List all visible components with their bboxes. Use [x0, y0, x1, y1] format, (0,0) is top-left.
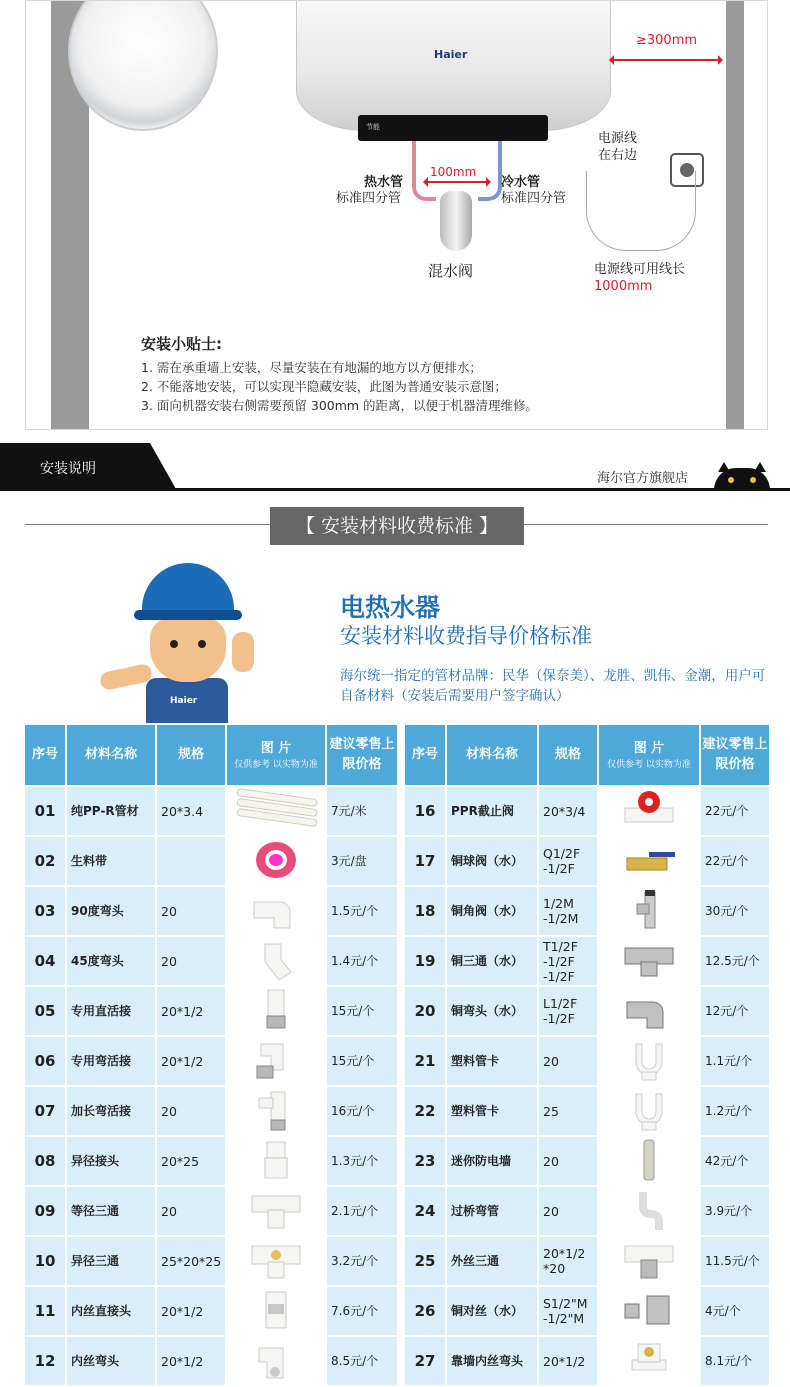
material-price: 1.5元/个 — [326, 886, 398, 936]
material-name: 等径三通 — [66, 1186, 156, 1236]
table-row — [404, 1236, 770, 1286]
material-name: 塑料管卡 — [446, 1036, 538, 1086]
material-image — [226, 986, 326, 1036]
table-row — [24, 986, 398, 1036]
material-price: 15元/个 — [326, 1036, 398, 1086]
material-name: 异径接头 — [66, 1136, 156, 1186]
anti-shock-icon — [599, 1138, 699, 1185]
material-spec: S1/2"M -1/2"M — [538, 1286, 598, 1336]
row-number: 22 — [404, 1086, 446, 1136]
material-image — [598, 1136, 700, 1186]
material-image — [598, 836, 700, 886]
ball-valve-icon — [599, 838, 699, 885]
material-name: 铜球阀（水） — [446, 836, 538, 886]
panel-label: 节能 — [366, 123, 380, 131]
pipe-distance-arrow — [424, 181, 490, 183]
row-number: 04 — [24, 936, 66, 986]
hot-pipe-label: 热水管 — [364, 175, 404, 190]
material-name: 异径三通 — [66, 1236, 156, 1286]
tee-icon — [227, 1188, 325, 1235]
hot-pipe-spec: 标准四分管 — [336, 191, 402, 206]
tip-item: 2. 不能落地安装，可以实现半隐藏安装，此图为普通安装示意图； — [141, 379, 507, 394]
pipe-distance-label: 100mm — [430, 165, 477, 179]
pipe-icon — [227, 788, 325, 835]
table-row — [24, 786, 398, 836]
cable-length-label: 电源线可用线长 — [594, 262, 686, 277]
material-image — [598, 1086, 700, 1136]
row-number: 25 — [404, 1236, 446, 1286]
material-spec: 20*1/2 — [156, 1336, 226, 1386]
material-name: 靠墙内丝弯头 — [446, 1336, 538, 1386]
table-row — [24, 836, 398, 886]
table-row — [404, 1136, 770, 1186]
material-image — [226, 1286, 326, 1336]
female-elbow-icon — [227, 1338, 325, 1385]
row-number: 08 — [24, 1136, 66, 1186]
tip-item: 1. 需在承重墙上安装，尽量安装在有地漏的地方以方便排水； — [141, 360, 482, 375]
material-price: 42元/个 — [700, 1136, 770, 1186]
table-row — [24, 1336, 398, 1386]
cold-pipe-line — [478, 141, 502, 201]
material-name: 迷你防电墙 — [446, 1136, 538, 1186]
material-spec: 20*3.4 — [156, 786, 226, 836]
material-image — [226, 936, 326, 986]
header-spec: 规格 — [538, 724, 598, 786]
material-name: 内丝弯头 — [66, 1336, 156, 1386]
material-name: 外丝三通 — [446, 1236, 538, 1286]
material-price: 3.9元/个 — [700, 1186, 770, 1236]
row-number: 07 — [24, 1086, 66, 1136]
material-image — [598, 886, 700, 936]
material-image — [598, 1186, 700, 1236]
row-number: 03 — [24, 886, 66, 936]
table-row — [404, 1286, 770, 1336]
long-elbow-union-icon — [227, 1088, 325, 1135]
angle-valve-icon — [599, 888, 699, 935]
row-number: 19 — [404, 936, 446, 986]
material-name: 塑料管卡 — [446, 1086, 538, 1136]
material-spec: 20*1/2 — [156, 1036, 226, 1086]
female-coupling-icon — [227, 1288, 325, 1335]
header-image: 图 片 仅供参考 以实物为准 — [598, 724, 700, 786]
material-price: 11.5元/个 — [700, 1236, 770, 1286]
material-spec: 20 — [156, 1086, 226, 1136]
male-tee-icon — [599, 1238, 699, 1285]
header-image: 图 片 仅供参考 以实物为准 — [226, 724, 326, 786]
tmall-cat-icon — [714, 468, 770, 490]
material-spec: 20 — [538, 1036, 598, 1086]
material-price: 3.2元/个 — [326, 1236, 398, 1286]
material-price: 7.6元/个 — [326, 1286, 398, 1336]
material-spec: T1/2F -1/2F -1/2F — [538, 936, 598, 986]
material-image — [598, 936, 700, 986]
material-name: 铜三通（水） — [446, 936, 538, 986]
row-number: 02 — [24, 836, 66, 886]
table-row — [404, 1186, 770, 1236]
section-divider — [0, 488, 790, 491]
price-table-left — [23, 723, 399, 1387]
row-number: 24 — [404, 1186, 446, 1236]
material-image — [226, 786, 326, 836]
straight-union-icon — [227, 988, 325, 1035]
header-price: 建议零售上限价格 — [700, 724, 770, 786]
material-name: 45度弯头 — [66, 936, 156, 986]
table-row — [24, 1036, 398, 1086]
price-table-right — [403, 723, 771, 1387]
material-spec: 20 — [156, 936, 226, 986]
material-price: 7元/米 — [326, 786, 398, 836]
row-number: 10 — [24, 1236, 66, 1286]
material-spec: 20 — [538, 1186, 598, 1236]
clearance-arrow — [610, 59, 722, 61]
material-image — [226, 886, 326, 936]
material-image — [226, 836, 326, 886]
material-image — [598, 1336, 700, 1386]
row-number: 20 — [404, 986, 446, 1036]
shop-name[interactable]: 海尔官方旗舰店 — [597, 471, 689, 486]
header-no: 序号 — [24, 724, 66, 786]
material-spec: 25*20*25 — [156, 1236, 226, 1286]
header-no: 序号 — [404, 724, 446, 786]
material-name: 铜对丝（水） — [446, 1286, 538, 1336]
row-number: 06 — [24, 1036, 66, 1086]
elbow-45-icon — [227, 938, 325, 985]
material-price: 30元/个 — [700, 886, 770, 936]
row-number: 21 — [404, 1036, 446, 1086]
elbow-union-icon — [227, 1038, 325, 1085]
material-price: 22元/个 — [700, 786, 770, 836]
water-heater-illustration — [296, 0, 611, 131]
material-price: 12.5元/个 — [700, 936, 770, 986]
tip-item: 3. 面向机器安装右侧需要预留 300mm 的距离，以便于机器清理维修。 — [141, 398, 539, 413]
clearance-label: ≥300mm — [636, 33, 698, 48]
row-number: 23 — [404, 1136, 446, 1186]
power-side-label: 在右边 — [598, 148, 638, 163]
material-image — [598, 786, 700, 836]
material-price: 1.3元/个 — [326, 1136, 398, 1186]
tips-list — [141, 358, 538, 415]
heater-brand-logo: Haier — [434, 48, 468, 61]
row-number: 26 — [404, 1286, 446, 1336]
material-name: 加长弯活接 — [66, 1086, 156, 1136]
material-image — [226, 1336, 326, 1386]
material-spec: L1/2F -1/2F — [538, 986, 598, 1036]
material-spec: 20*1/2 *20 — [538, 1236, 598, 1286]
brass-tee-icon — [599, 938, 699, 985]
row-number: 16 — [404, 786, 446, 836]
banner-heading: 电热水器 — [340, 593, 441, 622]
material-price: 2.1元/个 — [326, 1186, 398, 1236]
material-spec: 20*1/2 — [156, 1286, 226, 1336]
row-number: 12 — [24, 1336, 66, 1386]
material-image — [598, 1036, 700, 1086]
material-image — [226, 1136, 326, 1186]
table-row — [24, 1286, 398, 1336]
banner-subheading: 安装材料收费指导价格标准 — [340, 624, 592, 648]
power-cable — [586, 171, 696, 251]
row-number: 27 — [404, 1336, 446, 1386]
material-image — [598, 1236, 700, 1286]
material-spec: 20*25 — [156, 1136, 226, 1186]
pipe-clip-icon — [599, 1038, 699, 1085]
table-row — [24, 1186, 398, 1236]
row-number: 01 — [24, 786, 66, 836]
material-image — [226, 1086, 326, 1136]
material-price: 15元/个 — [326, 986, 398, 1036]
material-spec: 20*1/2 — [538, 1336, 598, 1386]
material-spec: Q1/2F -1/2F — [538, 836, 598, 886]
header-name: 材料名称 — [66, 724, 156, 786]
table-row — [24, 1236, 398, 1286]
material-spec: 20 — [156, 1186, 226, 1236]
material-image — [598, 986, 700, 1036]
material-spec: 20*3/4 — [538, 786, 598, 836]
uniform-logo: Haier — [170, 696, 198, 706]
right-wall — [726, 1, 744, 429]
heater-control-panel — [358, 115, 548, 141]
table-row — [404, 1086, 770, 1136]
material-name: 专用弯活接 — [66, 1036, 156, 1086]
row-number: 09 — [24, 1186, 66, 1236]
table-row — [404, 786, 770, 836]
table-row — [24, 1086, 398, 1136]
table-row — [404, 986, 770, 1036]
cold-pipe-label: 冷水管 — [501, 175, 541, 190]
material-price: 3元/盘 — [326, 836, 398, 886]
reducer-icon — [227, 1138, 325, 1185]
header-name: 材料名称 — [446, 724, 538, 786]
worker-mascot-icon — [100, 560, 275, 725]
brass-nipple-icon — [599, 1288, 699, 1335]
row-number: 11 — [24, 1286, 66, 1336]
section-label: 安装说明 — [40, 461, 96, 477]
table-row — [404, 836, 770, 886]
header-price: 建议零售上限价格 — [326, 724, 398, 786]
material-spec: 20 — [156, 886, 226, 936]
section-title: 【 安装材料收费标准 】 — [270, 507, 524, 545]
brass-elbow-icon — [599, 988, 699, 1035]
material-price: 8.1元/个 — [700, 1336, 770, 1386]
material-price: 12元/个 — [700, 986, 770, 1036]
install-diagram — [25, 0, 768, 430]
pipe-clip-icon — [599, 1088, 699, 1135]
power-line-label: 电源线 — [598, 131, 638, 146]
material-name: 专用直活接 — [66, 986, 156, 1036]
cable-length-value: 1000mm — [594, 279, 653, 294]
cold-pipe-spec: 标准四分管 — [501, 191, 567, 206]
material-image — [226, 1036, 326, 1086]
table-row — [404, 886, 770, 936]
material-image — [226, 1236, 326, 1286]
material-price: 4元/个 — [700, 1286, 770, 1336]
material-name: 生料带 — [66, 836, 156, 886]
material-price: 1.2元/个 — [700, 1086, 770, 1136]
table-row — [404, 936, 770, 986]
row-number: 17 — [404, 836, 446, 886]
table-row — [404, 1336, 770, 1386]
material-name: 铜角阀（水） — [446, 886, 538, 936]
material-name: 纯PP-R管材 — [66, 786, 156, 836]
material-name: 90度弯头 — [66, 886, 156, 936]
material-price: 1.4元/个 — [326, 936, 398, 986]
material-image — [598, 1286, 700, 1336]
material-price: 8.5元/个 — [326, 1336, 398, 1386]
reducing-tee-icon — [227, 1238, 325, 1285]
elbow-90-icon — [227, 888, 325, 935]
header-spec: 规格 — [156, 724, 226, 786]
material-price: 16元/个 — [326, 1086, 398, 1136]
material-image — [226, 1186, 326, 1236]
material-spec: 1/2M -1/2M — [538, 886, 598, 936]
material-name: PPR截止阀 — [446, 786, 538, 836]
mixing-valve-label: 混水阀 — [428, 262, 474, 280]
table-row — [404, 1036, 770, 1086]
material-price: 1.1元/个 — [700, 1036, 770, 1086]
table-row — [24, 936, 398, 986]
material-price: 22元/个 — [700, 836, 770, 886]
mixing-valve-illustration — [440, 191, 472, 251]
row-number: 05 — [24, 986, 66, 1036]
material-name: 铜弯头（水） — [446, 986, 538, 1036]
material-spec: 20*1/2 — [156, 986, 226, 1036]
wall-elbow-icon — [599, 1338, 699, 1385]
stop-valve-icon — [599, 788, 699, 835]
tape-icon — [227, 838, 325, 885]
bridge-bend-icon — [599, 1188, 699, 1235]
tips-title: 安装小贴士: — [141, 335, 222, 353]
material-spec — [156, 836, 226, 886]
row-number: 18 — [404, 886, 446, 936]
washing-machine-illustration — [68, 0, 218, 131]
material-spec: 20 — [538, 1136, 598, 1186]
banner-note: 海尔统一指定的管材品牌：民华（保奈美）、龙胜、凯伟、金潮，用户可自备材料（安装后需要用户签字确认） — [340, 668, 766, 704]
material-name: 内丝直接头 — [66, 1286, 156, 1336]
material-name: 过桥弯管 — [446, 1186, 538, 1236]
table-row — [24, 1136, 398, 1186]
material-spec: 25 — [538, 1086, 598, 1136]
table-row — [24, 886, 398, 936]
